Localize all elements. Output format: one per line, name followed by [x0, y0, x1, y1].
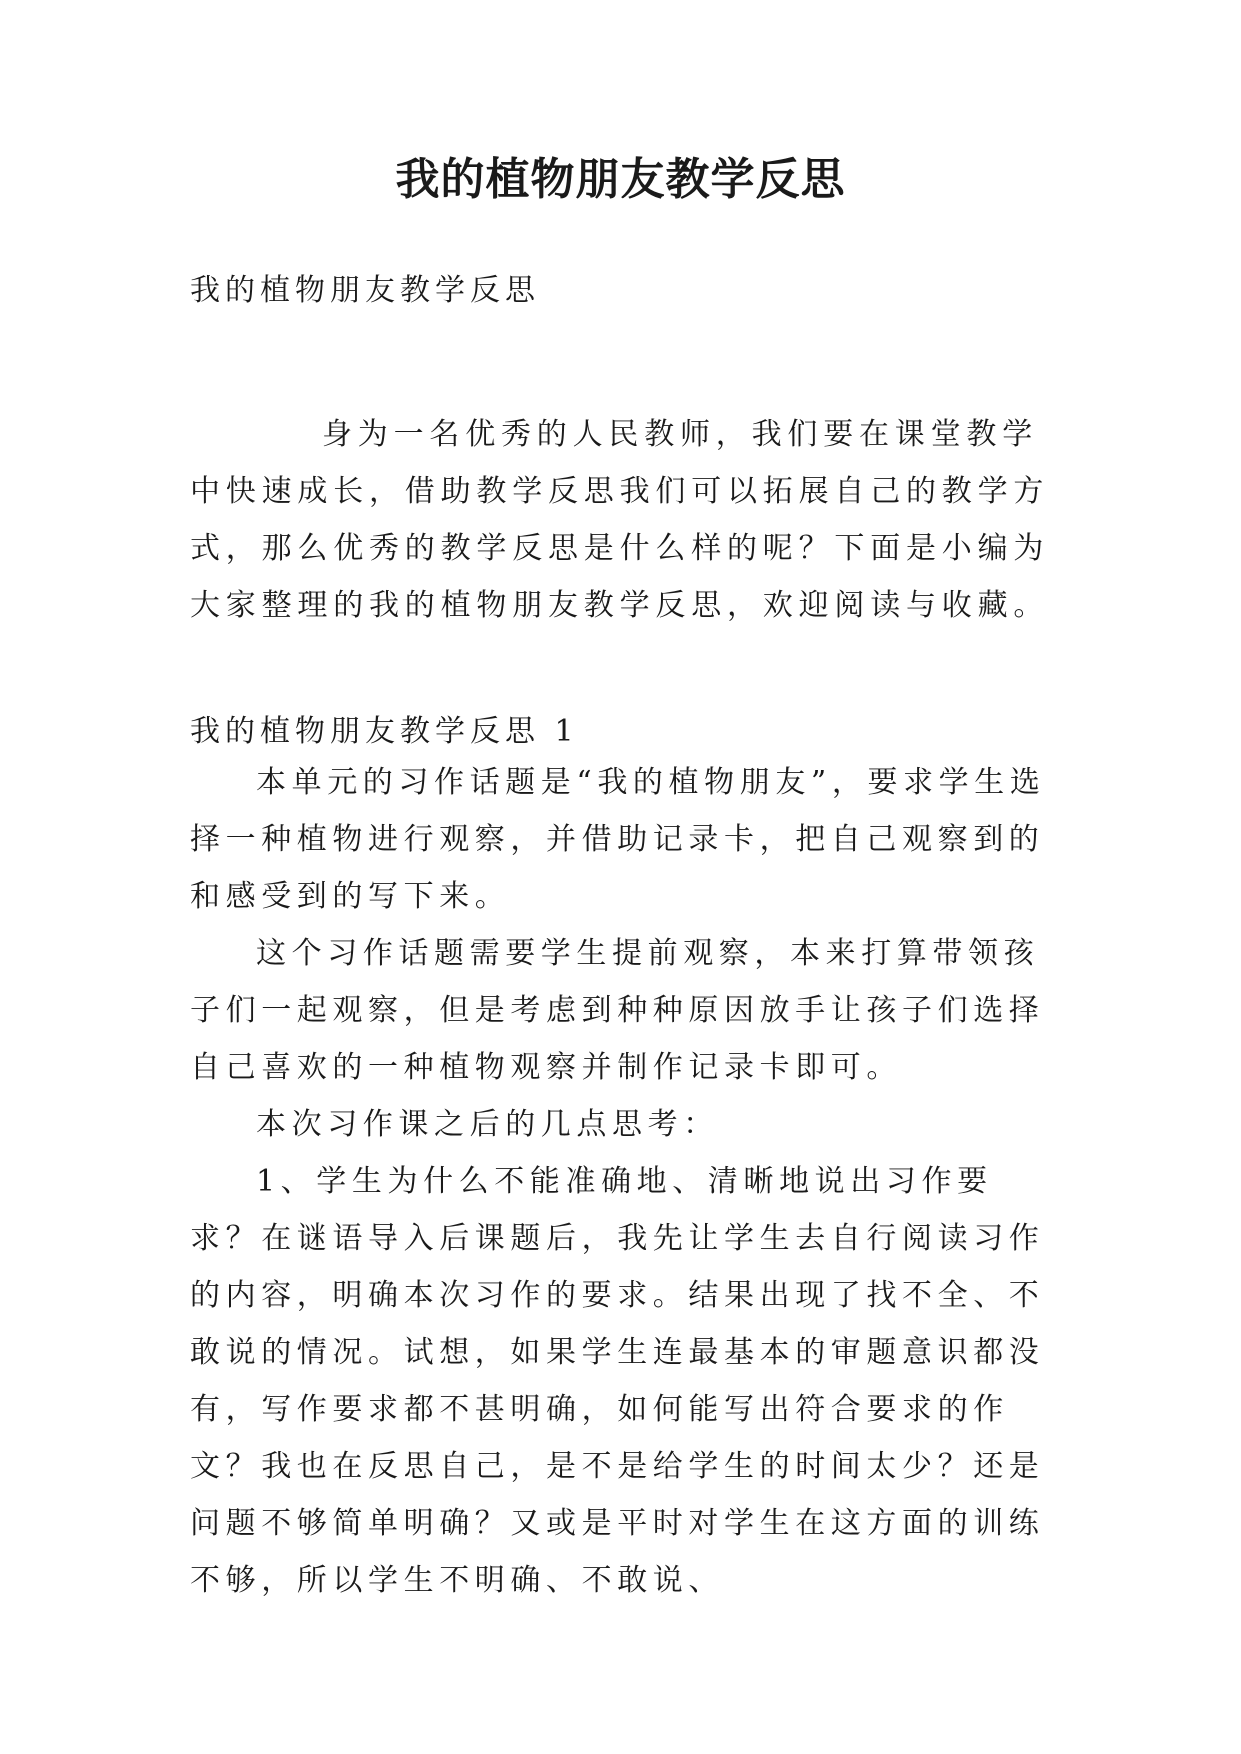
- body-paragraph: 本单元的习作话题是“我的植物朋友”，要求学生选择一种植物进行观察，并借助记录卡，把自己观察到的和感受到的写下来。: [190, 765, 1046, 914]
- document-title: 我的植物朋友教学反思: [395, 154, 846, 205]
- section-heading: 我的植物朋友教学反思 1: [190, 714, 579, 749]
- document-subtitle: 我的植物朋友教学反思: [190, 273, 540, 308]
- body-paragraph: 这个习作话题需要学生提前观察，本来打算带领孩子们一起观察，但是考虑到种种原因放手让孩子们选择自己喜欢的一种植物观察并制作记录卡即可。: [190, 936, 1045, 1085]
- intro-paragraph: 身为一名优秀的人民教师，我们要在课堂教学中快速成长，借助教学反思我们可以拓展自己的教学方式，那么优秀的教学反思是什么样的呢？下面是小编为大家整理的我的植物朋友教学反思，欢迎阅读与收藏。: [190, 417, 1050, 623]
- body-paragraph: 1、学生为什么不能准确地、清晰地说出习作要求？在谜语导入后课题后，我先让学生去自行阅读习作的内容，明确本次习作的要求。结果出现了找不全、不敢说的情况。试想，如果学生连最基本的审题意识都没有，写作要求都不甚明确，如何能写出符合要求的作文？我也在反思自己，是不是给学生的时间太少？还是问题不够简单明确？又或是平时对学生在这方面的训练不够，所以学生不明确、不敢说、: [190, 1164, 1045, 1598]
- body-paragraph: 本次习作课之后的几点思考：: [256, 1107, 719, 1142]
- section-body: [190, 754, 1060, 1609]
